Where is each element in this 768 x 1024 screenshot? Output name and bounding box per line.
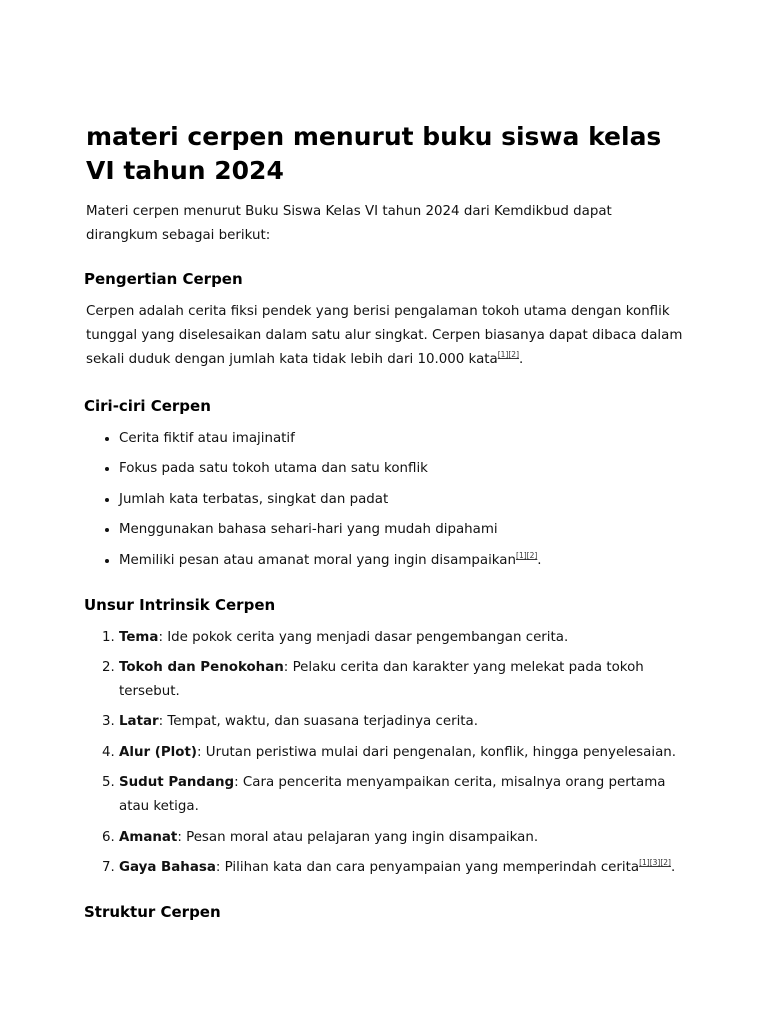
sentence-end: .	[670, 859, 676, 875]
list-item	[119, 518, 684, 542]
list-item-text: Jumlah kata terbatas, singkat dan padat	[119, 491, 389, 507]
citation-link[interactable]: [2]	[508, 350, 519, 359]
unsur-list	[86, 626, 684, 880]
citation-link[interactable]: [2]	[660, 857, 671, 867]
list-item	[119, 710, 684, 734]
term-label: Alur (Plot)	[119, 744, 197, 760]
term-label: Gaya Bahasa	[119, 859, 216, 875]
list-item	[119, 549, 684, 573]
ciri-list	[86, 427, 684, 573]
term-description: : Tempat, waktu, dan suasana terjadinya cerita.	[158, 714, 479, 730]
list-item-text: Fokus pada satu tokoh utama dan satu konflik	[119, 461, 428, 477]
term-label: Tokoh dan Penokohan	[119, 659, 284, 675]
citation-link[interactable]: [3]	[649, 857, 661, 867]
list-item	[119, 457, 684, 481]
list-item	[119, 626, 684, 650]
list-item	[119, 427, 684, 451]
term-label: Sudut Pandang	[119, 775, 235, 791]
list-item	[119, 488, 684, 512]
term-description: : Cara pencerita menyampaikan cerita, misalnya orang pertama atau ketiga.	[119, 775, 666, 815]
term-label: Latar	[119, 714, 159, 730]
heading-unsur: Unsur Intrinsik Cerpen	[84, 595, 276, 614]
term-description: : Pilihan kata dan cara penyampaian yang memperindah cerita	[215, 859, 640, 875]
citation-link[interactable]: [2]	[526, 550, 538, 560]
term-description: : Pelaku cerita dan karakter yang melekat pada tokoh tersebut.	[119, 659, 644, 699]
citation-link[interactable]: [1]	[497, 350, 509, 359]
sentence-end: .	[519, 352, 524, 367]
list-item	[119, 656, 684, 704]
heading-ciri: Ciri-ciri Cerpen	[84, 397, 211, 415]
term-label: Amanat	[119, 829, 178, 845]
term-label: Tema	[119, 629, 159, 645]
document-title: materi cerpen menurut buku siswa kelas VI tahun 2024	[86, 122, 662, 185]
heading-pengertian: Pengertian Cerpen	[84, 270, 243, 288]
list-item-text: Menggunakan bahasa sehari-hari yang mudah dipahami	[119, 522, 498, 538]
term-description: : Urutan peristiwa mulai dari pengenalan, konflik, hingga penyelesaian.	[197, 744, 677, 760]
list-item	[119, 826, 684, 850]
term-description: : Pesan moral atau pelajaran yang ingin disampaikan.	[177, 829, 539, 845]
list-item-text: Cerita fiktif atau imajinatif	[119, 431, 295, 446]
pengertian-text: Cerpen adalah cerita fiksi pendek yang berisi pengalaman tokoh utama dengan konflik tunggal yang diselesaikan dalam satu alur singkat. Cerpen biasanya dapat dibaca dalam sekali duduk dengan jumlah kata tidak lebih dari 10.000 kata	[86, 304, 683, 367]
list-item-text: Memiliki pesan atau amanat moral yang ingin disampaikan	[119, 552, 517, 568]
list-item	[119, 741, 684, 765]
citation-link[interactable]: [1]	[639, 857, 650, 867]
term-description: : Ide pokok cerita yang menjadi dasar pengembangan cerita.	[158, 629, 569, 645]
heading-struktur: Struktur Cerpen	[84, 902, 221, 921]
pengertian-paragraph	[86, 300, 684, 372]
list-item	[119, 856, 684, 880]
list-item	[119, 771, 684, 819]
intro-paragraph: Materi cerpen menurut Buku Siswa Kelas VI tahun 2024 dari Kemdikbud dapat dirangkum sebagai berikut:	[86, 204, 612, 243]
citation-link[interactable]: [1]	[516, 550, 527, 560]
sentence-end: .	[537, 552, 542, 568]
